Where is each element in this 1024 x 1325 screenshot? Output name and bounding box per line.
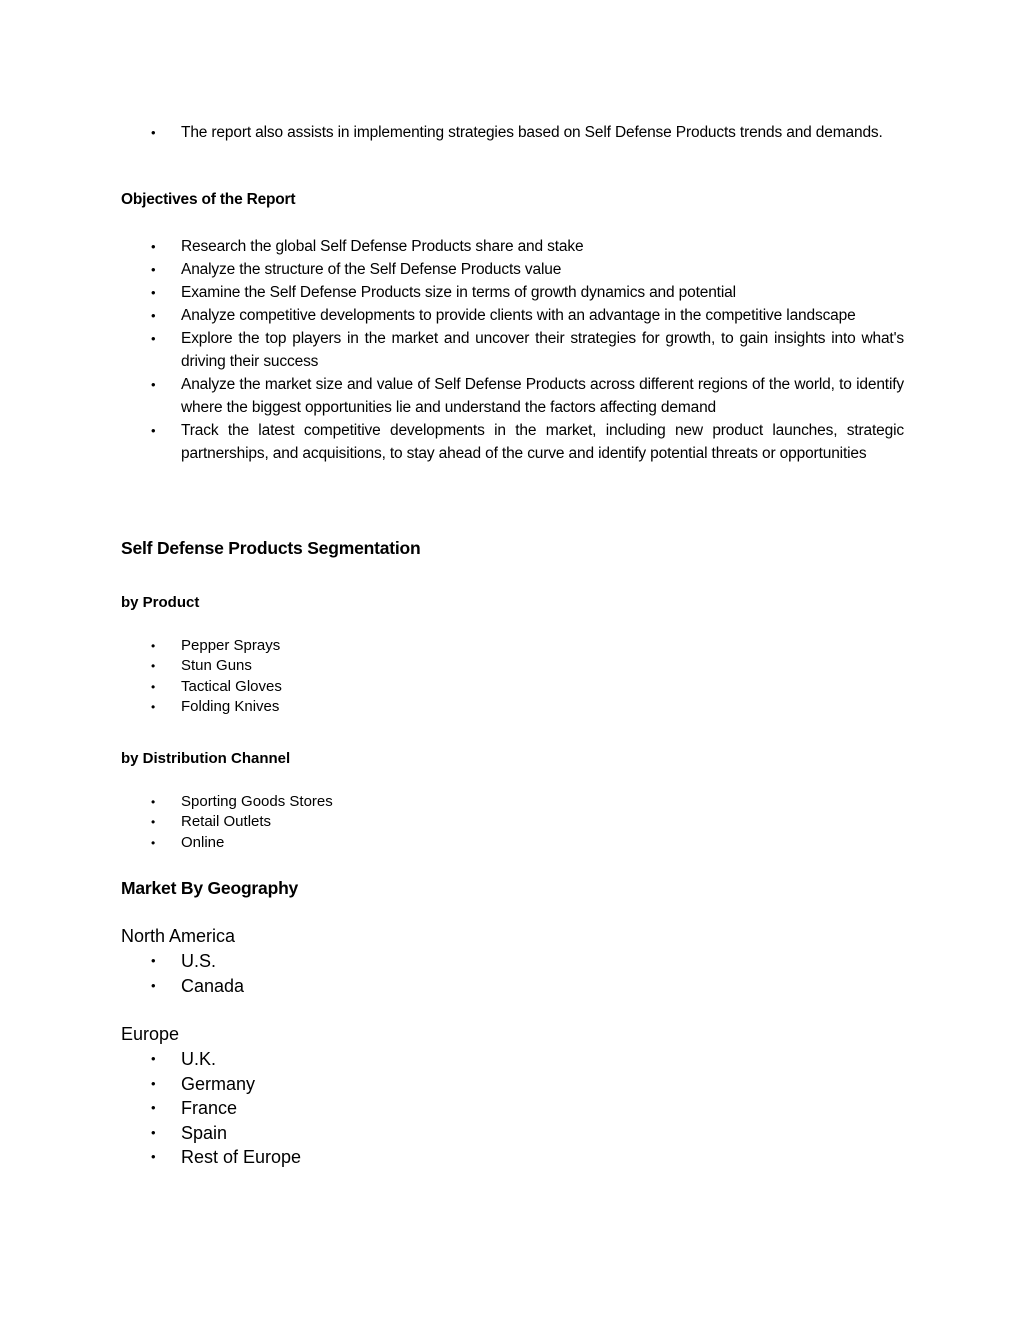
bullet-icon: • (151, 285, 156, 300)
list-item: • The report also assists in implementing strategies based on Self Defense Products trends and demands. (121, 121, 904, 144)
bullet-icon: • (151, 977, 156, 993)
list-item: • Tactical Gloves (121, 677, 904, 697)
europe-list (121, 1047, 904, 1170)
bullet-icon: • (151, 835, 156, 850)
list-item: • Sporting Goods Stores (121, 792, 904, 812)
bullet-icon: • (151, 1075, 156, 1091)
bullet-icon: • (151, 659, 156, 674)
list-item: • Spain (121, 1121, 904, 1146)
bullet-icon: • (151, 1051, 156, 1066)
list-item: • Analyze competitive developments to provide clients with an advantage in the competitive landscape (121, 304, 904, 327)
bullet-icon: • (151, 679, 156, 694)
list-item: • Track the latest competitive developments in the market, including new product launches, strategic partnerships, and acquisitions, to stay ahead of the curve and identify potential threats or opportunities (121, 419, 904, 465)
list-item: • Rest of Europe (121, 1145, 904, 1170)
by-product-heading: by Product (121, 594, 200, 611)
bullet-icon: • (151, 239, 156, 254)
objectives-list (121, 235, 904, 465)
list-item: • Retail Outlets (121, 812, 904, 832)
bullet-icon: • (151, 1124, 156, 1140)
list-item: • France (121, 1096, 904, 1121)
list-item: • U.S. (121, 949, 904, 974)
list-item: • Explore the top players in the market and uncover their strategies for growth, to gain insights into what's driving their success (121, 327, 904, 373)
bullet-icon: • (151, 308, 156, 323)
intro-list (121, 121, 904, 144)
bullet-icon: • (151, 1149, 156, 1165)
bullet-icon: • (151, 795, 156, 809)
list-item: • U.K. (121, 1047, 904, 1072)
list-item: • Germany (121, 1072, 904, 1097)
product-list (121, 636, 904, 718)
bullet-icon: • (151, 423, 156, 438)
list-item: • Research the global Self Defense Products share and stake (121, 235, 904, 258)
bullet-icon: • (151, 700, 156, 715)
list-item: • Analyze the market size and value of Self Defense Products across different regions of the world, to identify where the biggest opportunities lie and understand the factors affecting demand (121, 373, 904, 419)
north-america-list (121, 949, 904, 998)
north-america-heading: North America (121, 926, 236, 946)
objectives-heading: Objectives of the Report (121, 191, 296, 208)
bullet-icon: • (151, 331, 156, 346)
list-item: • Examine the Self Defense Products size in terms of growth dynamics and potential (121, 281, 904, 304)
bullet-icon: • (151, 953, 156, 968)
list-item: • Canada (121, 974, 904, 999)
list-item: • Online (121, 833, 904, 853)
segmentation-heading: Self Defense Products Segmentation (121, 538, 421, 558)
bullet-icon: • (151, 639, 156, 653)
list-item: • Pepper Sprays (121, 636, 904, 656)
distribution-list (121, 792, 904, 853)
bullet-icon: • (151, 262, 156, 277)
geography-heading: Market By Geography (121, 878, 299, 898)
bullet-icon: • (151, 377, 156, 392)
bullet-icon: • (151, 125, 156, 140)
bullet-icon: • (151, 815, 156, 830)
list-item: • Folding Knives (121, 697, 904, 717)
bullet-icon: • (151, 1100, 156, 1116)
europe-heading: Europe (121, 1024, 180, 1044)
list-item: • Stun Guns (121, 656, 904, 676)
by-distribution-heading: by Distribution Channel (121, 750, 291, 767)
list-item: • Analyze the structure of the Self Defense Products value (121, 258, 904, 281)
